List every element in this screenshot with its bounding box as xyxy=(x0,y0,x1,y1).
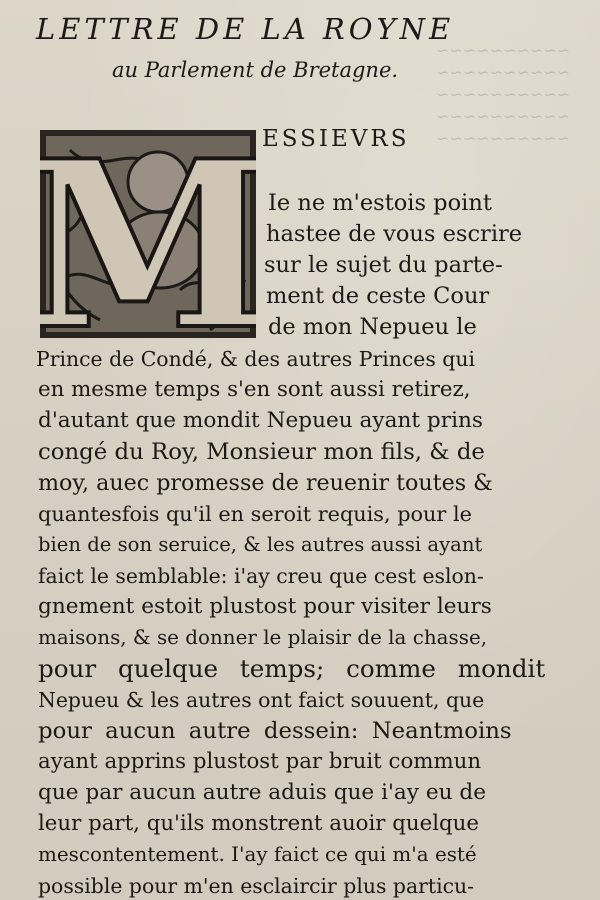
body-line: Prince de Condé, & des autres Princes qui xyxy=(36,347,475,371)
body-line: congé du Roy, Monsieur mon fils, & de xyxy=(38,439,485,465)
body-line: hastee de vous escrire xyxy=(266,221,523,247)
body-line: Nepueu & les autres ont faict souuent, que xyxy=(38,688,485,712)
body-line: bien de son seruice, & les autres aussi ayant xyxy=(38,533,483,556)
body-line: que par aucun autre aduis que i'ay eu de xyxy=(38,780,486,805)
body-line: pour aucun autre dessein: Neantmoins xyxy=(38,718,512,744)
body-line: moy, auec promesse de reuenir toutes & xyxy=(38,470,493,496)
bleed-through-texture: ~~~~~~~~~~ ~~~~~~~~~~ ~~~~~~~~~~ ~~~~~~~~~~ ~~~~~~~~~~ xyxy=(435,41,570,148)
body-line: leur part, qu'ils monstrent auoir quelque xyxy=(38,811,479,836)
letter-subtitle: au Parlement de Bretagne. xyxy=(112,58,399,82)
body-line: maisons, & se donner le plaisir de la chasse, xyxy=(38,626,488,649)
salutation: ESSIEVRS xyxy=(262,126,410,152)
body-line: de mon Nepueu le xyxy=(268,314,477,340)
body-line: ayant apprins plustost par bruit commun xyxy=(38,749,482,774)
body-line: en mesme temps s'en sont aussi retirez, xyxy=(38,377,471,402)
body-line: gnement estoit plustost pour visiter leurs xyxy=(38,594,492,619)
body-line: mescontentement. I'ay faict ce qui m'a esté xyxy=(38,843,477,866)
body-line: pour quelque temps; comme mondit xyxy=(38,654,546,683)
woodcut-initial-icon xyxy=(40,130,256,338)
body-line: faict le semblable: i'ay creu que cest eslon- xyxy=(38,564,484,588)
initial-letter: M xyxy=(40,130,256,338)
body-line: Ie ne m'estois point xyxy=(268,190,492,216)
body-line: ment de ceste Cour xyxy=(266,283,490,309)
body-line: sur le sujet du parte- xyxy=(264,252,503,278)
body-line: d'autant que mondit Nepueu ayant prins xyxy=(38,408,483,433)
body-line: possible pour m'en esclaircir plus particu- xyxy=(38,874,475,898)
decorated-initial xyxy=(40,130,256,338)
body-line: quantesfois qu'il en seroit requis, pour le xyxy=(38,502,472,526)
letter-title: LETTRE DE LA ROYNE xyxy=(36,12,455,46)
